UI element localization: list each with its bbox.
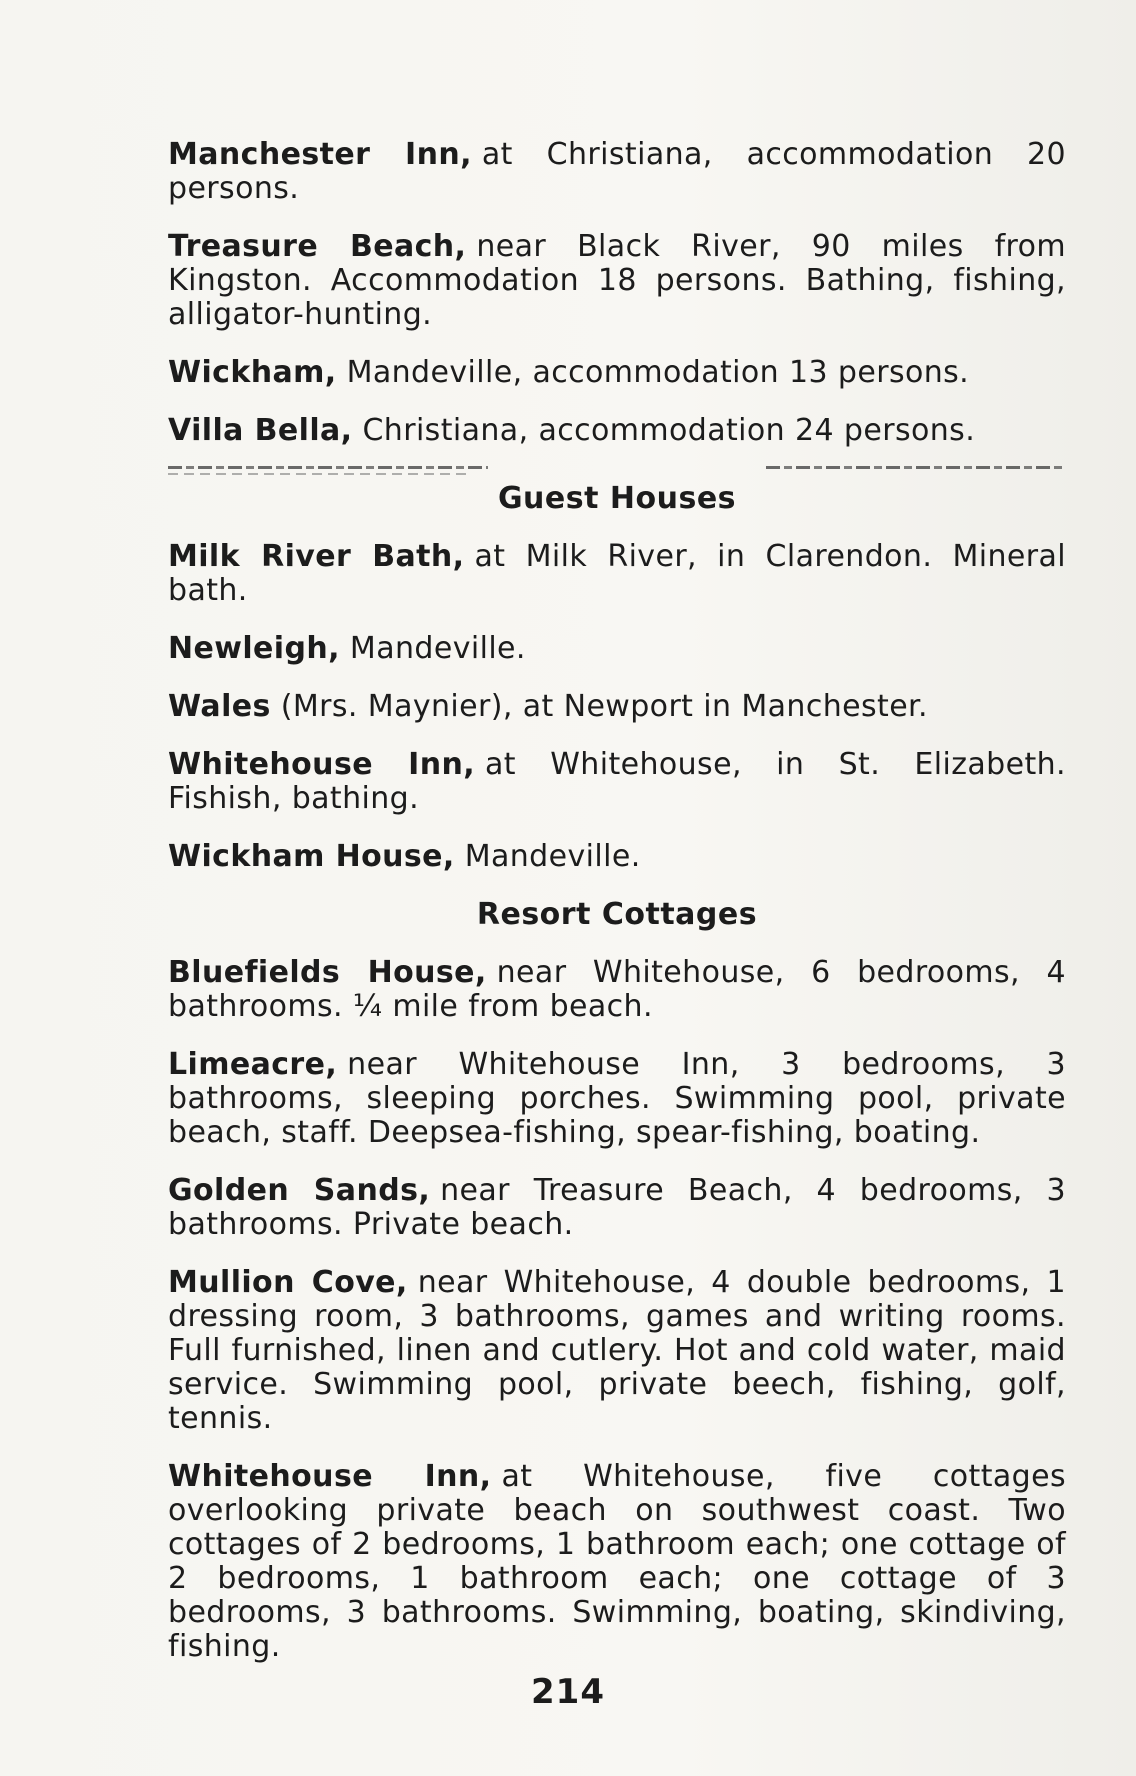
- entry-mullion-cove: [168, 1266, 1066, 1436]
- entry-name: Treasure Beach,: [168, 229, 467, 264]
- entry-treasure-beach: [168, 230, 1066, 332]
- entry-text: near Whitehouse Inn, 3 bedrooms, 3 bathrooms, sleeping porches. Swimming pool, private beach, staff. Deepsea-fishing, spear-fishing, boating.: [168, 1047, 1066, 1150]
- entry-name: Newleigh,: [168, 631, 340, 666]
- entry-text: at Whitehouse, in St. Elizabeth. Fishish, bathing.: [168, 747, 1066, 816]
- divider-left: [168, 466, 488, 469]
- text-column: [168, 138, 1066, 1688]
- entry-text: Christiana, accommodation 24 persons.: [362, 413, 976, 448]
- entry-name: Wales: [168, 689, 271, 724]
- entry-text: at Milk River, in Clarendon. Mineral bath.: [168, 539, 1067, 608]
- entry-text: (Mrs. Maynier), at Newport in Manchester.: [280, 689, 928, 724]
- entry-name: Mullion Cove,: [168, 1265, 408, 1300]
- heading-guest-houses: Guest Houses: [497, 481, 737, 516]
- entry-name: Milk River Bath,: [168, 539, 465, 574]
- entry-name: Whitehouse Inn,: [168, 747, 476, 782]
- entry-name: Villa Bella,: [168, 413, 353, 448]
- entry-limeacre: [168, 1048, 1066, 1150]
- divider-left-underline: [168, 473, 468, 475]
- entry-name: Bluefields House,: [168, 955, 487, 990]
- entry-newleigh: [168, 632, 1066, 666]
- entry-text: at Christiana, accommodation 20 persons.: [168, 137, 1066, 206]
- entry-name: Golden Sands,: [168, 1173, 431, 1208]
- entry-name: Wickham House,: [168, 839, 455, 874]
- entry-text: Mandeville.: [349, 631, 526, 666]
- entry-text: Mandeville.: [464, 839, 641, 874]
- entry-whitehouse-inn-cottages: [168, 1460, 1066, 1664]
- entry-text: near Whitehouse, 6 bedrooms, 4 bathrooms. ¼ mile from beach.: [168, 955, 1066, 1024]
- entry-whitehouse-inn-guest: [168, 748, 1066, 816]
- entry-wales: [168, 690, 1066, 724]
- section-divider: [168, 458, 1066, 482]
- entry-text: near Black River, 90 miles from Kingston. Accommodation 18 persons. Bathing, fishing, alligator-hunting.: [168, 229, 1066, 332]
- heading-resort-cottages: Resort Cottages: [476, 897, 758, 932]
- entry-text: near Treasure Beach, 4 bedrooms, 3 bathrooms. Private beach.: [168, 1173, 1066, 1242]
- entry-name: Limeacre,: [168, 1047, 338, 1082]
- entry-villa-bella: [168, 414, 1066, 448]
- entry-text: near Whitehouse, 4 double bedrooms, 1 dressing room, 3 bathrooms, games and writing rooms. Full furnished, linen and cutlery. Hot and cold water, maid service. Swimming pool, private beech, fishing, golf, tennis.: [168, 1265, 1066, 1436]
- entry-text: at Whitehouse, five cottages overlooking private beach on southwest coast. Two cottages of 2 bedrooms, 1 bathroom each; one cottage of 2 bedrooms, 1 bathroom each; one cottage of 3 bedrooms, 3 bathrooms. Swimming, boating, skindiving, fishing.: [168, 1459, 1066, 1664]
- entry-name: Whitehouse Inn,: [168, 1459, 492, 1494]
- entry-wickham: [168, 356, 1066, 390]
- page-number: 214: [531, 1672, 605, 1712]
- entry-milk-river-bath: [168, 540, 1066, 608]
- entry-manchester-inn: [168, 138, 1066, 206]
- entry-golden-sands: [168, 1174, 1066, 1242]
- entry-text: Mandeville, accommodation 13 persons.: [346, 355, 970, 390]
- entry-wickham-house: [168, 840, 1066, 874]
- entry-name: Wickham,: [168, 355, 337, 390]
- entry-bluefields-house: [168, 956, 1066, 1024]
- divider-right: [766, 466, 1066, 469]
- entry-name: Manchester Inn,: [168, 137, 472, 172]
